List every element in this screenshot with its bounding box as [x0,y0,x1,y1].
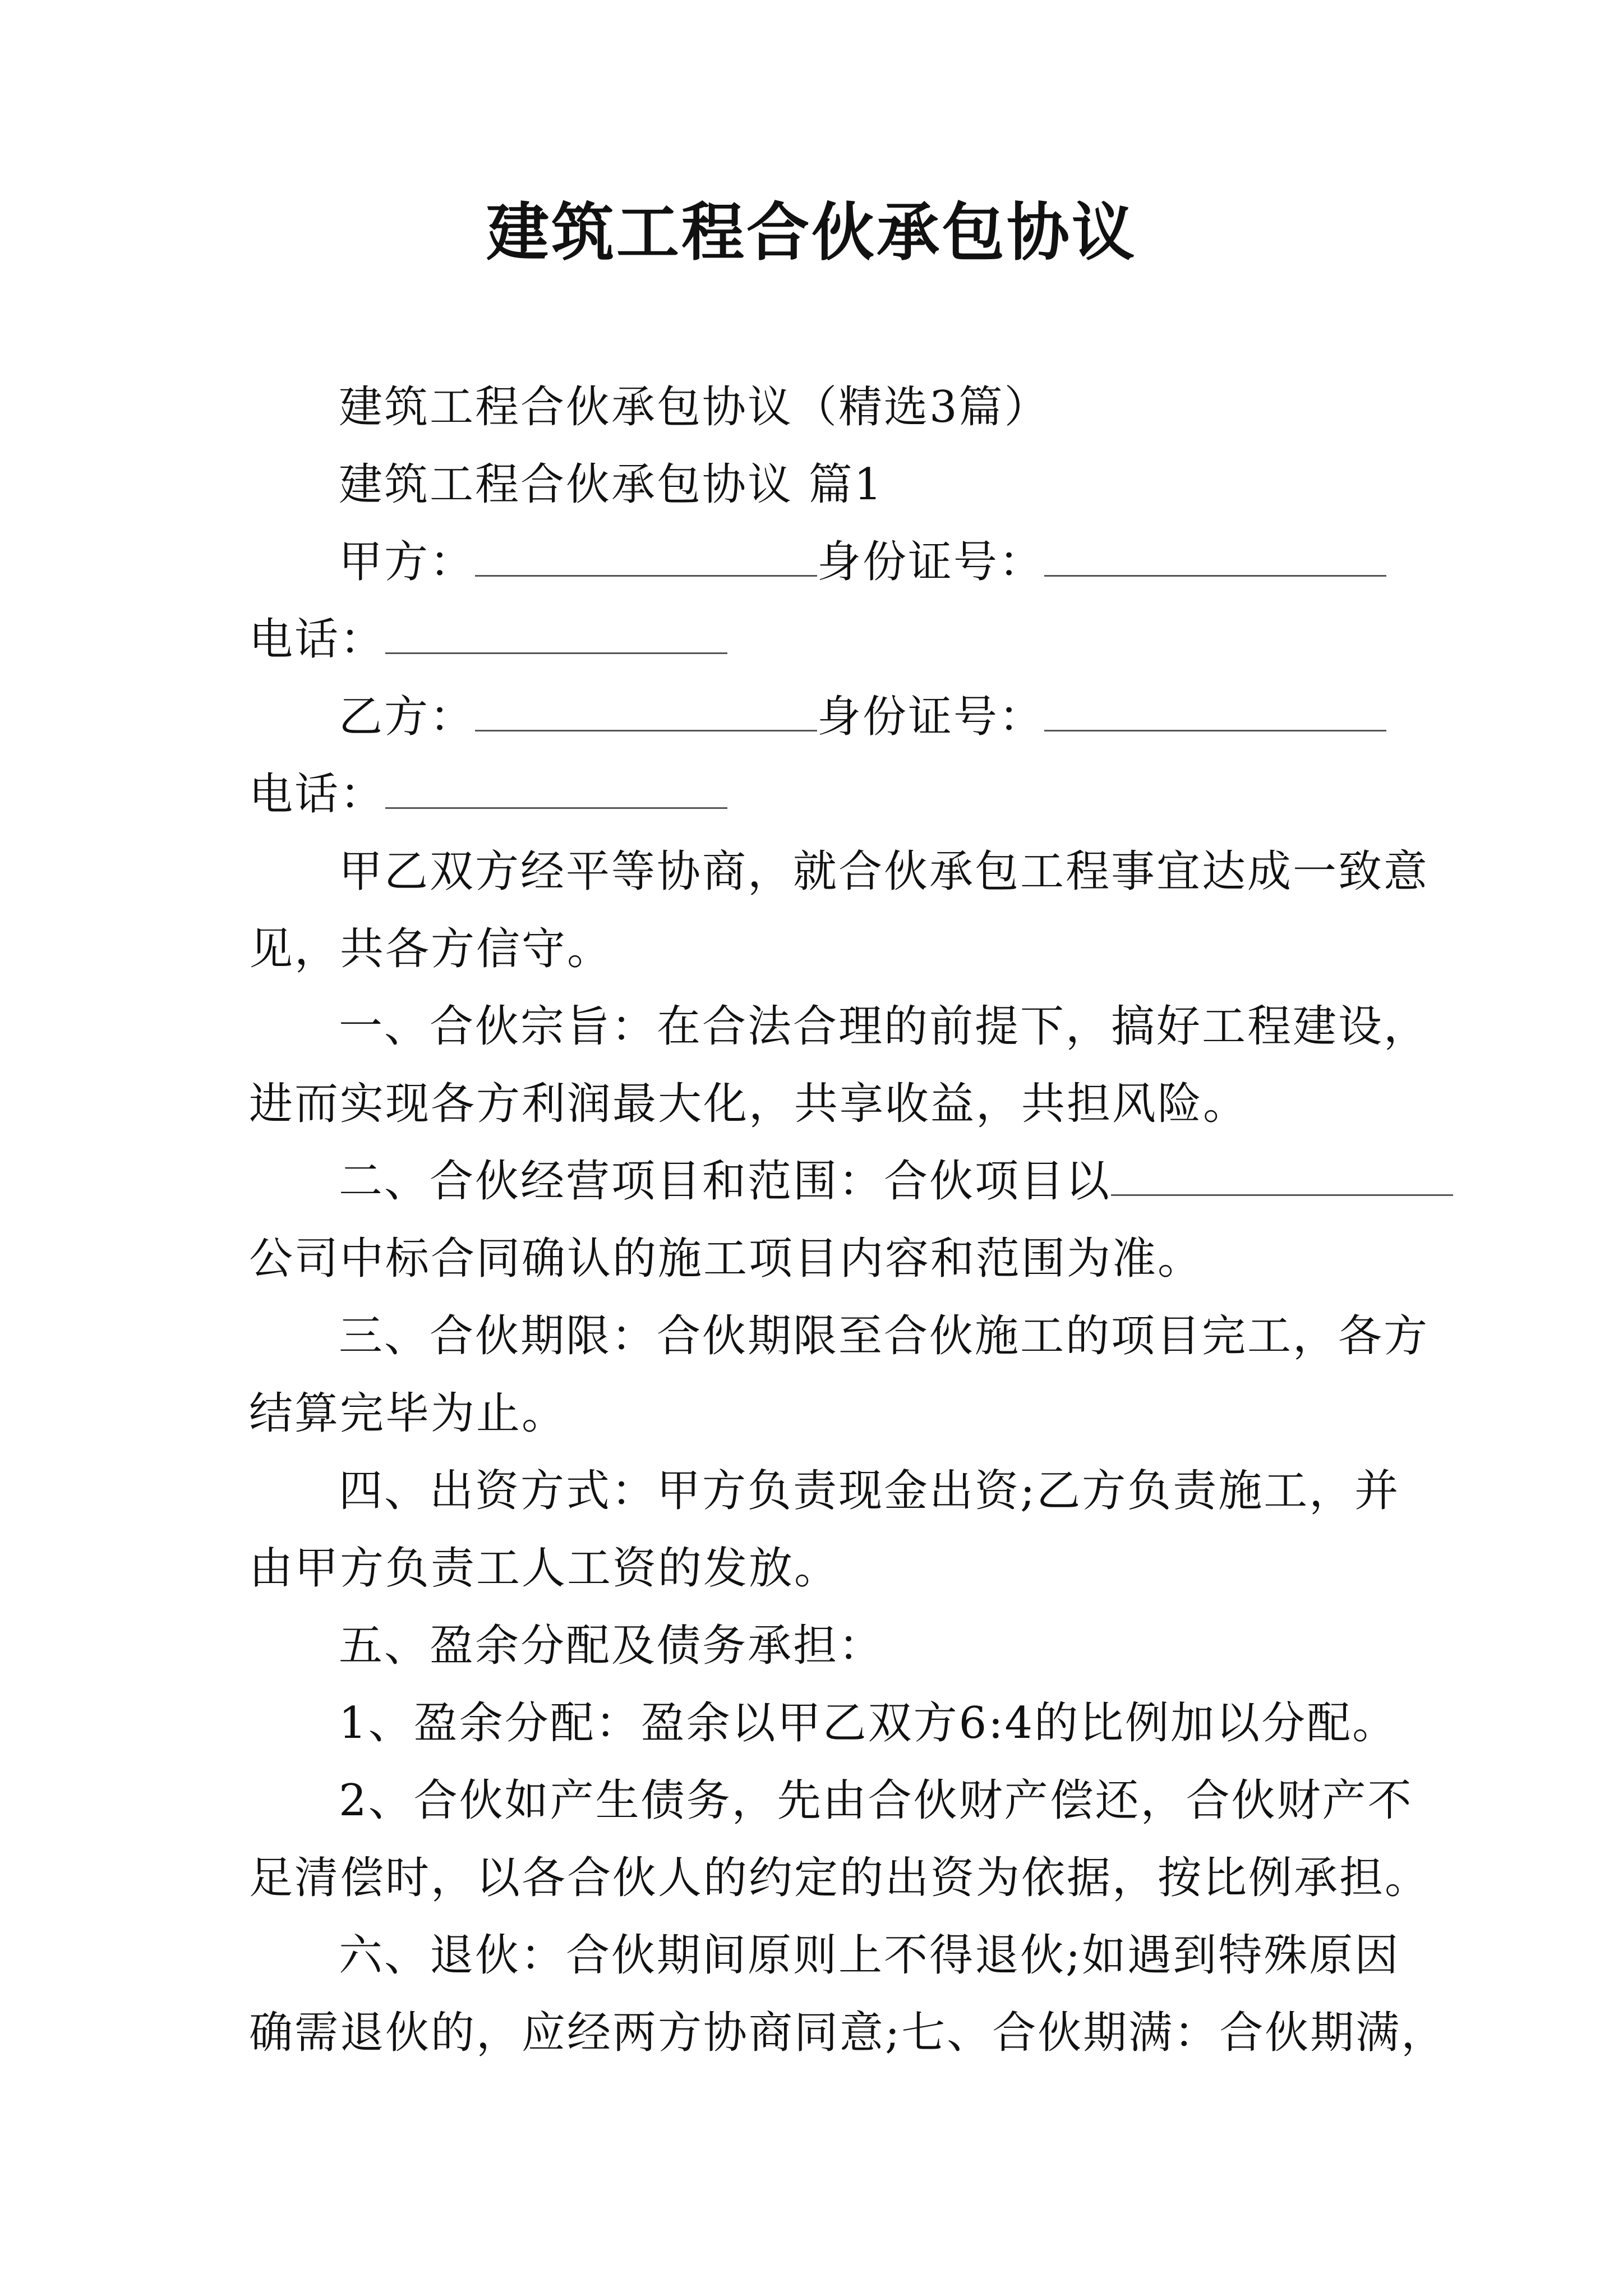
clause-5-heading: 五、盈余分配及债务承担： [339,1621,884,1671]
party-a-id-blank [1044,523,1386,577]
party-a-name-blank [475,523,817,577]
intro-paragraph-line-2: 见，共各方信守。 [249,924,613,974]
section-heading: 建筑工程合伙承包协议 篇1 [339,459,884,510]
clause-2-text: 二、合伙经营项目和范围：合伙项目以 [339,1156,1112,1207]
party-a-line [249,523,1382,601]
clause-4-line-2: 由甲方负责工人工资的发放。 [249,1543,840,1594]
party-a-phone-blank [385,601,727,654]
party-b-phone-label: 电话： [249,769,386,820]
clause-2-line-1 [249,1143,1382,1220]
document-subtitle: 建筑工程合伙承包协议（精选3篇） [339,382,1050,432]
clause-5-item-2-line-1: 2、合伙如产生债务，先由合伙财产偿还，合伙财产不 [339,1775,1413,1826]
party-b-phone-blank [385,756,727,809]
party-b-label: 乙方： [339,692,476,742]
clause-5-item-2-line-2: 足清偿时，以各合伙人的约定的出资为依据，按比例承担。 [249,1853,1431,1903]
party-b-id-blank [1044,678,1386,731]
party-a-label: 甲方： [339,537,476,587]
party-a-phone-label: 电话： [249,614,386,665]
clause-3-line-1: 三、合伙期限：合伙期限至合伙施工的项目完工，各方 [339,1311,1430,1361]
party-b-phone-line [249,756,1382,833]
clause-5-item-1: 1、盈余分配：盈余以甲乙双方6:4的比例加以分配。 [339,1698,1398,1749]
party-a-id-label: 身份证号： [817,537,1045,587]
party-b-line [249,678,1382,756]
document-body [249,369,1447,2072]
document-title: 建筑工程合伙承包协议 [486,196,1137,269]
clause-6-line-1: 六、退伙：合伙期间原则上不得退伙;如遇到特殊原因 [339,1930,1400,1981]
party-b-name-blank [475,678,817,731]
clause-2-line-2: 公司中标合同确认的施工项目内容和范围为准。 [249,1234,1204,1284]
intro-paragraph-line-1: 甲乙双方经平等协商，就合伙承包工程事宜达成一致意 [339,846,1430,897]
clause-2-company-blank [1111,1143,1453,1196]
party-a-phone-line [249,601,1382,678]
party-b-id-label: 身份证号： [817,692,1045,742]
clause-4-line-1: 四、出资方式：甲方负责现金出资;乙方负责施工，并 [339,1466,1400,1516]
clause-6-line-2: 确需退伙的，应经两方协商同意;七、合伙期满：合伙期满， [249,2008,1447,2058]
clause-1-line-2: 进而实现各方利润最大化，共享收益，共担风险。 [249,1079,1249,1129]
clause-3-line-2: 结算完毕为止。 [249,1388,568,1439]
clause-1-line-1: 一、合伙宗旨：在合法合理的前提下，搞好工程建设， [339,1001,1430,1052]
